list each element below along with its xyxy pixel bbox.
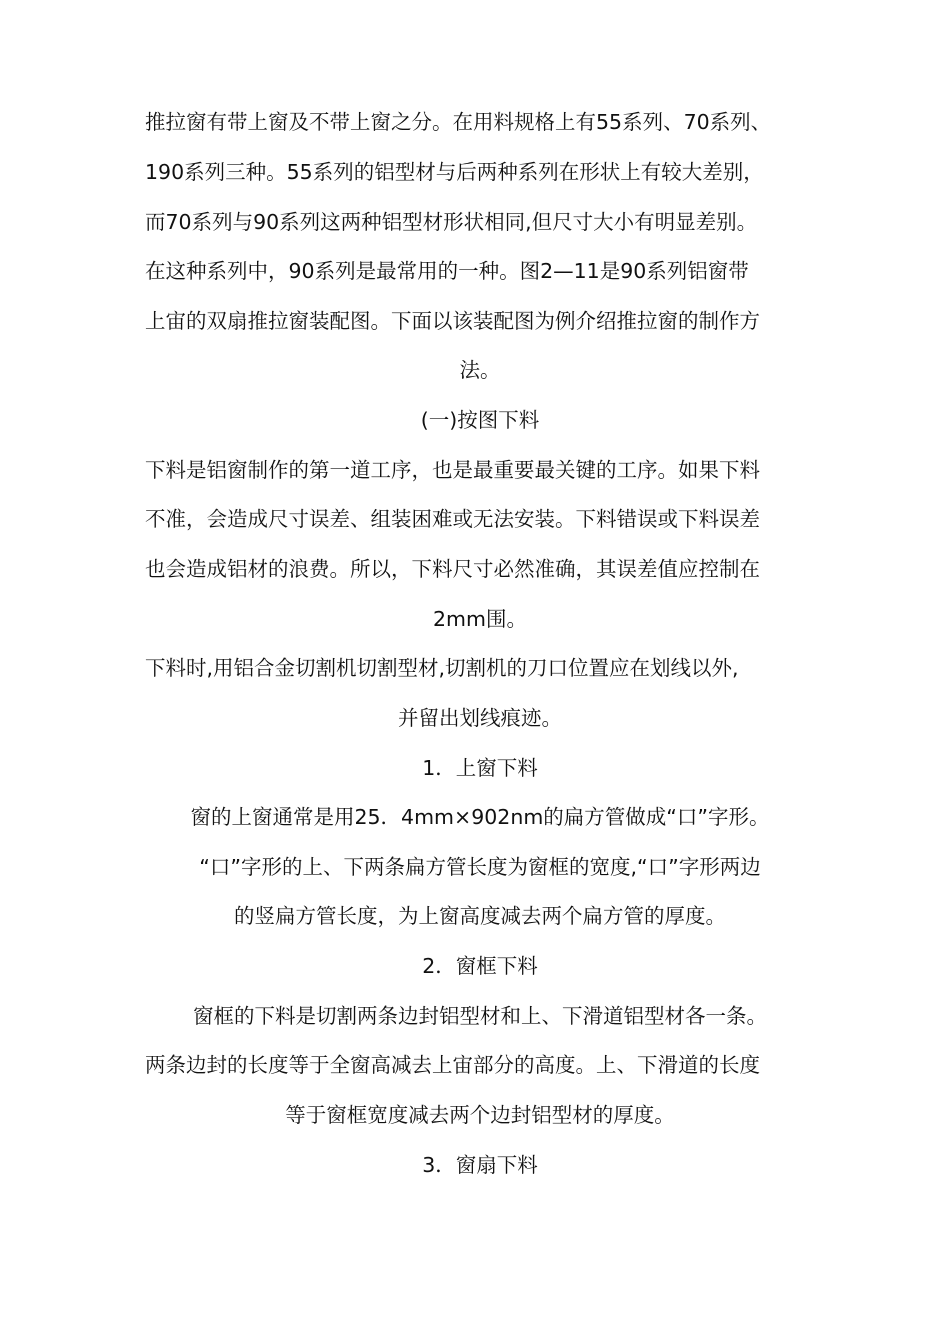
paragraph-line: 法。 <box>459 358 501 382</box>
paragraph-line: 两条边封的长度等于全窗高减去上宙部分的高度。上、下滑道的长度 <box>145 1053 760 1077</box>
paragraph-line: 下料是铝窗制作的第一道工序，也是最重要最关键的工序。如果下料 <box>145 458 760 482</box>
paragraph-line: 等于窗框宽度减去两个边封铝型材的厚度。 <box>285 1103 675 1127</box>
paragraph-line: 在这种系列中，90系列是最常用的一种。图2—11是90系列铝窗带 <box>145 259 749 283</box>
paragraph-line: 窗的上窗通常是用25．4mm×902nm的扁方管做成“口”字形。 <box>190 805 770 829</box>
subsection-heading: 3．窗扇下料 <box>422 1153 538 1177</box>
paragraph-line: 推拉窗有带上窗及不带上窗之分。在用料规格上有55系列、70系列、 <box>145 110 772 134</box>
subsection-heading: 2．窗框下料 <box>422 954 538 978</box>
paragraph-line: 2mm围。 <box>433 607 527 631</box>
paragraph-line: 下料时,用铝合金切割机切割型材,切割机的刀口位置应在划线以外, <box>145 656 739 680</box>
paragraph-line: 不准，会造成尺寸误差、组装困难或无法安装。下料错误或下料误差 <box>145 507 760 531</box>
paragraph-line: 的竖扁方管长度，为上窗高度减去两个扁方管的厚度。 <box>234 904 726 928</box>
paragraph-line: 而70系列与90系列这两种铝型材形状相同,但尺寸大小有明显差别。 <box>145 210 758 234</box>
paragraph-line: 上宙的双扇推拉窗装配图。下面以该装配图为例介绍推拉窗的制作方 <box>145 309 760 333</box>
subsection-heading: 1．上窗下料 <box>422 756 538 780</box>
paragraph-line: 190系列三种。55系列的铝型材与后两种系列在形状上有较大差别， <box>145 160 764 184</box>
paragraph-line: “口”字形的上、下两条扁方管长度为窗框的宽度,“口”字形两边 <box>199 855 761 879</box>
paragraph-line: 窗框的下料是切割两条边封铝型材和上、下滑道铝型材各一条。 <box>193 1004 767 1028</box>
paragraph-line: 也会造成铝材的浪费。所以，下料尺寸必然准确，其误差值应控制在 <box>145 557 760 581</box>
section-heading: (一)按图下料 <box>420 408 540 432</box>
paragraph-line: 并留出划线痕迹。 <box>398 706 562 730</box>
